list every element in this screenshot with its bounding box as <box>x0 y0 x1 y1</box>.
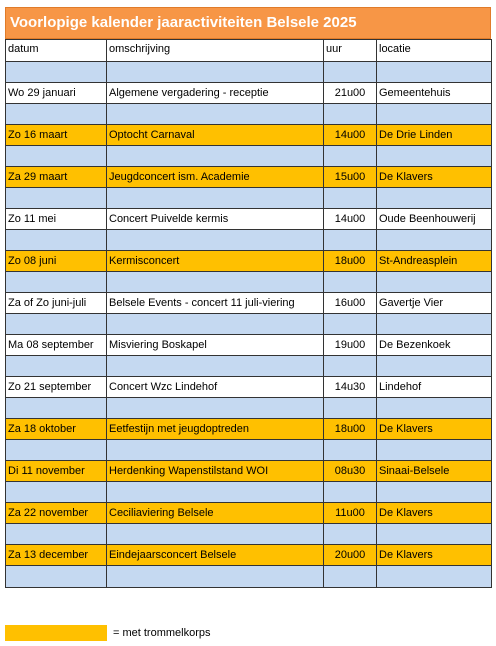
cell-locatie: Gavertje Vier <box>377 293 492 314</box>
spacer-cell <box>6 482 107 503</box>
cell-uur: 18u00 <box>324 251 377 272</box>
spacer-row <box>6 356 492 377</box>
spacer-cell <box>324 566 377 588</box>
calendar-table <box>5 39 492 588</box>
event-row <box>6 419 492 440</box>
spacer-row <box>6 566 492 588</box>
spacer-cell <box>324 524 377 545</box>
cell-omschrijving: Jeugdconcert ism. Academie <box>107 167 324 188</box>
spacer-cell <box>6 314 107 335</box>
cell-omschrijving: Concert Wzc Lindehof <box>107 377 324 398</box>
cell-datum: Zo 11 mei <box>6 209 107 230</box>
spacer-row <box>6 440 492 461</box>
spacer-cell <box>324 146 377 167</box>
spacer-cell <box>107 482 324 503</box>
spacer-cell <box>6 104 107 125</box>
event-row <box>6 125 492 146</box>
cell-datum: Di 11 november <box>6 461 107 482</box>
spacer-cell <box>377 314 492 335</box>
cell-uur: 08u30 <box>324 461 377 482</box>
spacer-cell <box>324 440 377 461</box>
cell-omschrijving: Herdenking Wapenstilstand WOI <box>107 461 324 482</box>
spacer-cell <box>107 524 324 545</box>
cell-uur: 21u00 <box>324 83 377 104</box>
spacer-row <box>6 146 492 167</box>
column-header-locatie: locatie <box>377 40 492 62</box>
event-row <box>6 461 492 482</box>
spacer-row <box>6 482 492 503</box>
header-row <box>6 40 492 62</box>
spacer-cell <box>107 272 324 293</box>
spacer-cell <box>107 230 324 251</box>
spacer-cell <box>324 356 377 377</box>
cell-locatie: De Klavers <box>377 167 492 188</box>
spacer-cell <box>377 524 492 545</box>
spacer-cell <box>107 314 324 335</box>
event-row <box>6 209 492 230</box>
spacer-cell <box>377 272 492 293</box>
column-header-uur: uur <box>324 40 377 62</box>
event-row <box>6 293 492 314</box>
spacer-cell <box>107 146 324 167</box>
legend-swatch <box>5 625 107 641</box>
column-header-datum: datum <box>6 40 107 62</box>
cell-locatie: De Klavers <box>377 503 492 524</box>
spacer-cell <box>324 482 377 503</box>
spacer-cell <box>107 566 324 588</box>
page-title: Voorlopige kalender jaaractiviteiten Belsele 2025 <box>5 7 491 39</box>
spacer-row <box>6 398 492 419</box>
cell-uur: 11u00 <box>324 503 377 524</box>
cell-uur: 19u00 <box>324 335 377 356</box>
spacer-cell <box>6 230 107 251</box>
spacer-cell <box>107 440 324 461</box>
spacer-cell <box>377 146 492 167</box>
spacer-cell <box>6 188 107 209</box>
spacer-cell <box>377 356 492 377</box>
cell-omschrijving: Misviering Boskapel <box>107 335 324 356</box>
spacer-row <box>6 314 492 335</box>
cell-datum: Za 18 oktober <box>6 419 107 440</box>
cell-omschrijving: Kermisconcert <box>107 251 324 272</box>
spacer-cell <box>6 566 107 588</box>
spacer-cell <box>324 272 377 293</box>
cell-datum: Za 22 november <box>6 503 107 524</box>
event-row <box>6 335 492 356</box>
spacer-row <box>6 104 492 125</box>
spacer-cell <box>324 62 377 83</box>
cell-locatie: De Klavers <box>377 545 492 566</box>
spacer-cell <box>6 524 107 545</box>
spacer-cell <box>6 146 107 167</box>
cell-omschrijving: Concert Puivelde kermis <box>107 209 324 230</box>
event-row <box>6 503 492 524</box>
spacer-cell <box>324 398 377 419</box>
spacer-cell <box>324 188 377 209</box>
cell-locatie: De Drie Linden <box>377 125 492 146</box>
cell-locatie: De Klavers <box>377 419 492 440</box>
cell-uur: 15u00 <box>324 167 377 188</box>
cell-locatie: Sinaai-Belsele <box>377 461 492 482</box>
cell-uur: 18u00 <box>324 419 377 440</box>
spacer-cell <box>377 566 492 588</box>
cell-datum: Za of Zo juni-juli <box>6 293 107 314</box>
spacer-cell <box>107 356 324 377</box>
cell-omschrijving: Belsele Events - concert 11 juli-viering <box>107 293 324 314</box>
event-row <box>6 167 492 188</box>
spacer-row <box>6 62 492 83</box>
spacer-cell <box>6 356 107 377</box>
spacer-cell <box>377 62 492 83</box>
spacer-cell <box>6 398 107 419</box>
cell-omschrijving: Eetfestijn met jeugdoptreden <box>107 419 324 440</box>
calendar-sheet <box>5 7 491 588</box>
cell-omschrijving: Algemene vergadering - receptie <box>107 83 324 104</box>
spacer-cell <box>377 230 492 251</box>
column-header-omschrijving: omschrijving <box>107 40 324 62</box>
spacer-cell <box>324 104 377 125</box>
cell-locatie: Lindehof <box>377 377 492 398</box>
cell-datum: Zo 21 september <box>6 377 107 398</box>
spacer-row <box>6 524 492 545</box>
spacer-cell <box>377 104 492 125</box>
spacer-row <box>6 230 492 251</box>
spacer-cell <box>107 62 324 83</box>
cell-datum: Ma 08 september <box>6 335 107 356</box>
event-row <box>6 83 492 104</box>
spacer-cell <box>377 440 492 461</box>
spacer-cell <box>377 482 492 503</box>
spacer-cell <box>107 104 324 125</box>
spacer-cell <box>107 188 324 209</box>
legend <box>5 624 211 642</box>
cell-omschrijving: Ceciliaviering Belsele <box>107 503 324 524</box>
cell-uur: 20u00 <box>324 545 377 566</box>
spacer-cell <box>6 272 107 293</box>
event-row <box>6 251 492 272</box>
cell-omschrijving: Optocht Carnaval <box>107 125 324 146</box>
cell-datum: Wo 29 januari <box>6 83 107 104</box>
spacer-cell <box>377 398 492 419</box>
cell-omschrijving: Eindejaarsconcert Belsele <box>107 545 324 566</box>
cell-uur: 14u00 <box>324 125 377 146</box>
cell-locatie: De Bezenkoek <box>377 335 492 356</box>
spacer-cell <box>324 230 377 251</box>
cell-locatie: St-Andreasplein <box>377 251 492 272</box>
spacer-cell <box>324 314 377 335</box>
event-row <box>6 545 492 566</box>
calendar-body <box>6 40 492 588</box>
spacer-row <box>6 188 492 209</box>
spacer-row <box>6 272 492 293</box>
cell-uur: 16u00 <box>324 293 377 314</box>
cell-locatie: Gemeentehuis <box>377 83 492 104</box>
spacer-cell <box>377 188 492 209</box>
spacer-cell <box>6 62 107 83</box>
spacer-cell <box>107 398 324 419</box>
cell-uur: 14u30 <box>324 377 377 398</box>
spacer-cell <box>6 440 107 461</box>
cell-datum: Za 13 december <box>6 545 107 566</box>
legend-label: = met trommelkorps <box>113 627 211 639</box>
cell-datum: Zo 08 juni <box>6 251 107 272</box>
cell-locatie: Oude Beenhouwerij <box>377 209 492 230</box>
cell-uur: 14u00 <box>324 209 377 230</box>
event-row <box>6 377 492 398</box>
cell-datum: Zo 16 maart <box>6 125 107 146</box>
cell-datum: Za 29 maart <box>6 167 107 188</box>
